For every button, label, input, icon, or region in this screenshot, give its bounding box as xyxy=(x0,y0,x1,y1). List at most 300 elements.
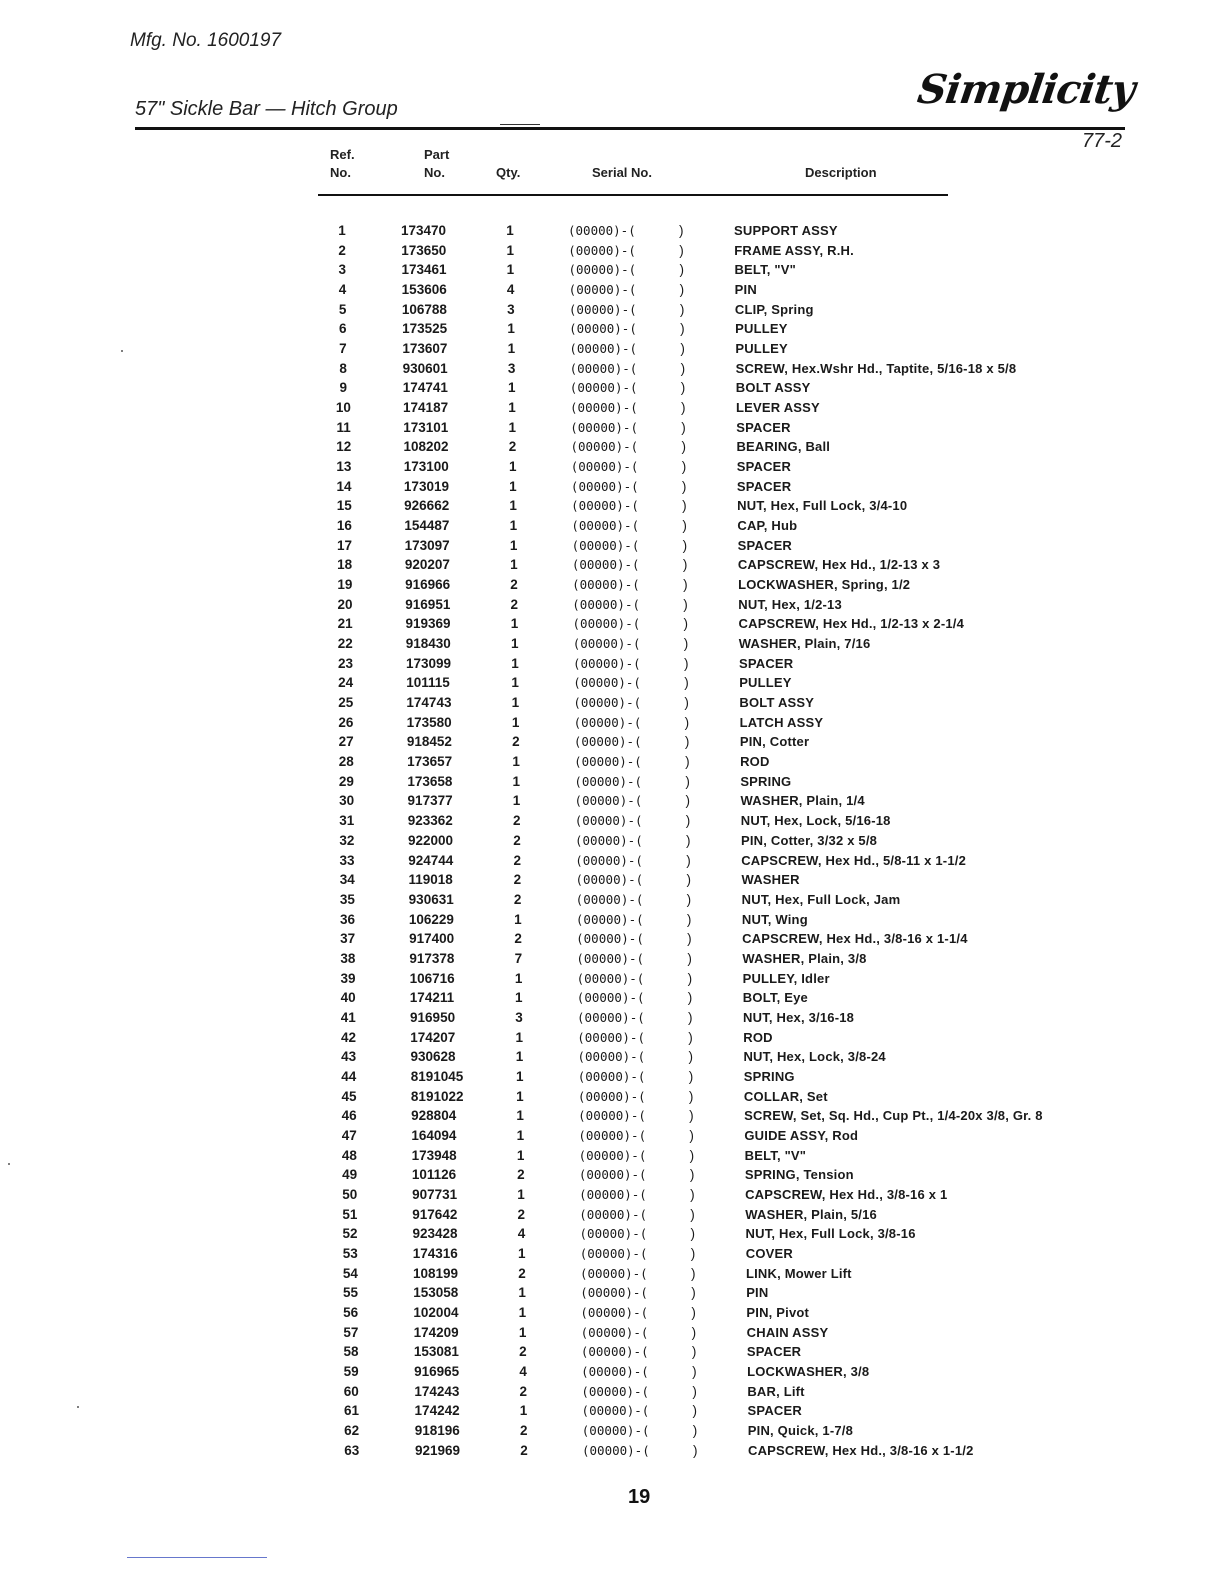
ref-number: 9 xyxy=(339,380,347,396)
quantity: 1 xyxy=(506,262,515,278)
description: NUT, Hex, Full Lock, 3/8-16 xyxy=(745,1226,916,1242)
serial-number: (00000)-( xyxy=(572,577,640,593)
table-row xyxy=(0,969,1224,989)
quantity: 1 xyxy=(509,478,517,494)
ref-number: 30 xyxy=(339,793,355,809)
description: LOCKWASHER, Spring, 1/2 xyxy=(738,577,911,593)
description: CHAIN ASSY xyxy=(746,1324,829,1340)
description: BEARING, Ball xyxy=(736,439,831,455)
ref-number: 20 xyxy=(337,596,353,612)
quantity: 1 xyxy=(510,616,519,632)
table-row xyxy=(0,1126,1224,1146)
table-row xyxy=(0,1146,1224,1166)
serial-number: (00000)-( xyxy=(571,518,640,534)
table-row xyxy=(0,831,1224,851)
col-part-line1: Part xyxy=(424,147,450,162)
ref-number: 19 xyxy=(337,577,353,593)
description: CAPSCREW, Hex Hd., 1/2-13 x 2-1/4 xyxy=(738,616,965,632)
quantity: 1 xyxy=(511,675,519,691)
ref-number: 17 xyxy=(337,537,353,553)
quantity: 1 xyxy=(511,695,520,711)
description: NUT, Hex, 1/2-13 xyxy=(738,596,842,612)
serial-number: (00000)-( xyxy=(582,1442,650,1458)
part-number: 173099 xyxy=(405,655,452,671)
part-number: 924744 xyxy=(408,852,454,868)
ref-number: 35 xyxy=(339,891,355,907)
serial-close: ) xyxy=(690,1186,695,1202)
serial-close: ) xyxy=(691,1344,697,1360)
serial-close: ) xyxy=(691,1304,696,1320)
quantity: 1 xyxy=(511,714,520,730)
serial-close: ) xyxy=(684,714,690,730)
serial-number: (00000)-( xyxy=(577,1009,645,1025)
serial-number: (00000)-( xyxy=(575,832,643,848)
ref-number: 41 xyxy=(340,1009,356,1025)
part-number: 174743 xyxy=(406,695,452,711)
serial-close: ) xyxy=(679,301,685,317)
description: PIN xyxy=(734,282,757,298)
serial-number: (00000)-( xyxy=(579,1226,648,1242)
serial-close: ) xyxy=(688,1049,693,1065)
serial-number: (00000)-( xyxy=(574,754,642,770)
table-row xyxy=(0,260,1224,280)
table-row xyxy=(0,851,1224,871)
description: CAP, Hub xyxy=(737,518,798,534)
ref-number: 38 xyxy=(340,950,356,966)
ref-number: 2 xyxy=(338,242,346,258)
description: WASHER, Plain, 3/8 xyxy=(742,950,867,966)
quantity: 1 xyxy=(508,380,516,396)
part-number: 173525 xyxy=(402,321,448,337)
quantity: 1 xyxy=(506,223,514,238)
serial-close: ) xyxy=(685,813,691,829)
part-number: 173097 xyxy=(404,537,450,553)
serial-close: ) xyxy=(680,380,686,396)
part-number: 917642 xyxy=(412,1206,458,1222)
part-number: 918452 xyxy=(406,734,452,750)
serial-number: (00000)-( xyxy=(573,714,642,730)
serial-number: (00000)-( xyxy=(575,852,643,868)
serial-number: (00000)-( xyxy=(574,813,643,829)
serial-close: ) xyxy=(683,655,689,671)
part-number: 174207 xyxy=(410,1029,456,1045)
serial-number: (00000)-( xyxy=(568,223,636,238)
description: GUIDE ASSY, Rod xyxy=(744,1127,859,1143)
ref-number: 44 xyxy=(341,1068,357,1084)
quantity: 1 xyxy=(508,459,517,475)
ref-number: 7 xyxy=(339,341,347,357)
table-row xyxy=(0,1283,1224,1303)
table-row xyxy=(0,929,1224,949)
description: PULLEY, Idler xyxy=(742,970,830,986)
description: NUT, Hex, Full Lock, Jam xyxy=(741,891,901,907)
ref-number: 58 xyxy=(343,1344,359,1360)
description: FRAME ASSY, R.H. xyxy=(734,242,854,258)
quantity: 4 xyxy=(519,1363,527,1379)
quantity: 1 xyxy=(509,498,517,514)
part-number: 907731 xyxy=(412,1186,458,1202)
table-row xyxy=(0,752,1224,772)
quantity: 2 xyxy=(513,832,521,848)
table-row xyxy=(0,1067,1224,1087)
serial-close: ) xyxy=(681,439,686,455)
description: NUT, Wing xyxy=(741,911,808,927)
table-row xyxy=(0,1264,1224,1284)
serial-close: ) xyxy=(692,1403,698,1419)
description: PIN, Cotter, 3/32 x 5/8 xyxy=(741,832,878,848)
serial-close: ) xyxy=(692,1422,698,1438)
table-row xyxy=(0,496,1224,516)
ref-number: 39 xyxy=(340,970,356,986)
quantity: 1 xyxy=(510,557,518,573)
serial-close: ) xyxy=(680,360,686,376)
table-row xyxy=(0,437,1224,457)
part-number: 174211 xyxy=(409,990,455,1006)
part-number: 930601 xyxy=(402,360,448,376)
quantity: 1 xyxy=(511,655,519,671)
description: CAPSCREW, Hex Hd., 3/8-16 x 1 xyxy=(745,1186,948,1202)
description: BOLT ASSY xyxy=(739,695,815,711)
serial-close: ) xyxy=(689,1147,695,1163)
serial-close: ) xyxy=(686,891,692,907)
ref-number: 32 xyxy=(339,832,355,848)
part-number: 930628 xyxy=(410,1049,456,1065)
serial-close: ) xyxy=(691,1324,697,1340)
quantity: 1 xyxy=(506,242,514,258)
description: CLIP, Spring xyxy=(734,301,814,317)
table-row xyxy=(0,359,1224,379)
ref-number: 15 xyxy=(336,498,352,514)
description: PULLEY xyxy=(735,321,788,337)
quantity: 4 xyxy=(506,282,515,298)
part-number: 174741 xyxy=(402,380,448,396)
description: BAR, Lift xyxy=(747,1383,805,1399)
quantity: 1 xyxy=(518,1324,527,1340)
serial-number: (00000)-( xyxy=(577,1088,646,1104)
ref-number: 4 xyxy=(338,282,347,298)
quantity: 1 xyxy=(512,754,520,770)
header-rule xyxy=(135,127,1125,130)
serial-close: ) xyxy=(681,459,687,475)
serial-close: ) xyxy=(679,242,684,258)
description: LEVER ASSY xyxy=(736,400,820,416)
part-number: 174209 xyxy=(413,1324,459,1340)
part-number: 174243 xyxy=(414,1383,460,1399)
part-number: 173470 xyxy=(401,223,447,238)
serial-number: (00000)-( xyxy=(579,1206,648,1222)
serial-number: (00000)-( xyxy=(573,675,641,691)
quantity: 2 xyxy=(520,1422,528,1438)
description: PIN, Pivot xyxy=(746,1304,810,1320)
table-row xyxy=(0,1382,1224,1402)
ref-number: 54 xyxy=(342,1265,358,1281)
description: NUT, Hex, Lock, 5/16-18 xyxy=(740,813,891,829)
ref-number: 12 xyxy=(336,439,352,455)
quantity: 2 xyxy=(519,1344,527,1360)
serial-close: ) xyxy=(690,1245,696,1261)
description: SPACER xyxy=(737,537,793,553)
serial-close: ) xyxy=(680,341,685,357)
serial-close: ) xyxy=(681,478,687,494)
serial-number: (00000)-( xyxy=(572,616,641,632)
serial-close: ) xyxy=(681,400,686,416)
table-row xyxy=(0,1244,1224,1264)
table-row xyxy=(0,1165,1224,1185)
quantity: 1 xyxy=(516,1088,524,1104)
ref-number: 51 xyxy=(342,1206,358,1222)
ref-number: 31 xyxy=(339,813,355,829)
part-number: 916965 xyxy=(414,1363,460,1379)
serial-close: ) xyxy=(686,872,691,888)
serial-close: ) xyxy=(682,498,687,514)
serial-number: (00000)-( xyxy=(571,557,640,573)
serial-number: (00000)-( xyxy=(579,1186,647,1202)
description: BELT, "V" xyxy=(734,262,796,278)
serial-number: (00000)-( xyxy=(581,1383,650,1399)
serial-close: ) xyxy=(685,754,690,770)
serial-number: (00000)-( xyxy=(578,1108,646,1124)
serial-close: ) xyxy=(679,262,684,278)
ref-number: 25 xyxy=(338,695,354,711)
table-row xyxy=(0,536,1224,556)
serial-close: ) xyxy=(687,931,692,947)
table-row xyxy=(0,280,1224,300)
ref-number: 49 xyxy=(342,1167,358,1183)
part-number: 917400 xyxy=(409,931,455,947)
bottom-line xyxy=(127,1557,267,1558)
table-row xyxy=(0,339,1224,359)
part-number: 173948 xyxy=(411,1147,457,1163)
serial-number: (00000)-( xyxy=(576,970,645,986)
quantity: 1 xyxy=(515,1029,523,1045)
table-row xyxy=(0,378,1224,398)
serial-close: ) xyxy=(684,675,689,691)
serial-close: ) xyxy=(689,1167,695,1183)
serial-close: ) xyxy=(690,1226,696,1242)
table-row xyxy=(0,1441,1224,1461)
serial-number: (00000)-( xyxy=(569,321,637,337)
part-number: 917378 xyxy=(409,950,455,966)
ref-number: 52 xyxy=(342,1226,358,1242)
description: SPACER xyxy=(736,478,792,494)
part-number: 926662 xyxy=(404,498,450,514)
ref-number: 13 xyxy=(336,459,352,475)
serial-close: ) xyxy=(686,911,692,927)
table-row xyxy=(0,516,1224,536)
serial-close: ) xyxy=(679,282,685,298)
serial-number: (00000)-( xyxy=(570,400,638,416)
serial-number: (00000)-( xyxy=(580,1285,648,1301)
table-row xyxy=(0,555,1224,575)
description: PULLEY xyxy=(735,341,788,357)
description: SPACER xyxy=(746,1344,802,1360)
part-number: 921969 xyxy=(415,1442,461,1458)
serial-close: ) xyxy=(680,321,685,337)
ref-number: 50 xyxy=(342,1186,358,1202)
table-row xyxy=(0,1421,1224,1441)
part-number: 916951 xyxy=(405,596,451,612)
table-row xyxy=(0,654,1224,674)
quantity: 2 xyxy=(513,852,521,868)
serial-number: (00000)-( xyxy=(580,1304,649,1320)
quantity: 3 xyxy=(507,301,515,317)
part-number: 173658 xyxy=(407,773,453,789)
part-number: 923428 xyxy=(412,1226,458,1242)
quantity: 1 xyxy=(508,419,516,435)
serial-number: (00000)-( xyxy=(571,498,639,514)
ref-number: 6 xyxy=(339,321,347,337)
part-number: 174187 xyxy=(403,400,449,416)
serial-number: (00000)-( xyxy=(572,596,641,612)
serial-number: (00000)-( xyxy=(568,282,637,298)
serial-number: (00000)-( xyxy=(581,1422,650,1438)
col-ref-line2: No. xyxy=(330,165,351,180)
quantity: 1 xyxy=(509,537,518,553)
serial-close: ) xyxy=(684,695,689,711)
ref-number: 8 xyxy=(339,360,347,376)
part-number: 920207 xyxy=(404,557,450,573)
description: CAPSCREW, Hex Hd., 3/8-16 x 1-1/4 xyxy=(742,931,968,947)
quantity: 2 xyxy=(514,931,522,947)
ref-number: 3 xyxy=(338,262,347,278)
header-rule-accent xyxy=(500,124,540,125)
page-number: 19 xyxy=(628,1486,651,1508)
quantity: 7 xyxy=(514,950,523,966)
table-row xyxy=(0,713,1224,733)
quantity: 2 xyxy=(519,1383,528,1399)
serial-number: (00000)-( xyxy=(580,1344,649,1360)
col-part-header xyxy=(424,146,449,182)
serial-number: (00000)-( xyxy=(570,478,639,494)
serial-number: (00000)-( xyxy=(573,734,642,750)
serial-close: ) xyxy=(693,1442,698,1458)
part-number: 102004 xyxy=(413,1304,459,1320)
description: WASHER, Plain, 1/4 xyxy=(740,793,865,809)
serial-close: ) xyxy=(687,970,693,986)
part-number: 918196 xyxy=(414,1422,460,1438)
serial-close: ) xyxy=(683,636,689,652)
table-row xyxy=(0,614,1224,634)
ref-number: 33 xyxy=(339,852,355,868)
mfg-number: Mfg. No. 1600197 xyxy=(130,30,282,51)
ref-number: 47 xyxy=(341,1127,357,1143)
table-row xyxy=(0,890,1224,910)
ref-number: 10 xyxy=(335,400,351,416)
quantity: 2 xyxy=(510,577,518,593)
parts-table xyxy=(0,221,1224,1460)
description: SCREW, Set, Sq. Hd., Cup Pt., 1/4-20x 3/8, Gr. 8 xyxy=(744,1108,1043,1124)
description: WASHER, Plain, 5/16 xyxy=(745,1206,877,1222)
serial-close: ) xyxy=(681,419,686,435)
description: PIN, Cotter xyxy=(739,734,810,750)
table-row xyxy=(0,418,1224,438)
ref-number: 63 xyxy=(344,1442,360,1458)
description: ROD xyxy=(740,754,770,770)
serial-close: ) xyxy=(684,734,690,750)
ref-number: 26 xyxy=(338,714,354,730)
ref-number: 40 xyxy=(340,990,356,1006)
quantity: 2 xyxy=(513,872,522,888)
description: CAPSCREW, Hex Hd., 5/8-11 x 1-1/2 xyxy=(741,852,967,868)
serial-close: ) xyxy=(682,518,687,534)
scan-speck xyxy=(8,1163,10,1165)
quantity: 1 xyxy=(517,1186,525,1202)
part-number: 173607 xyxy=(402,341,448,357)
serial-close: ) xyxy=(682,557,688,573)
ref-number: 23 xyxy=(337,655,353,671)
quantity: 1 xyxy=(515,1049,524,1065)
ref-number: 16 xyxy=(336,518,352,534)
quantity: 3 xyxy=(515,1009,523,1025)
ref-number: 53 xyxy=(342,1245,358,1261)
table-row xyxy=(0,1323,1224,1343)
serial-number: (00000)-( xyxy=(574,793,643,809)
table-header-rule xyxy=(318,194,948,196)
serial-close: ) xyxy=(682,537,688,553)
description: WASHER, Plain, 7/16 xyxy=(738,636,871,652)
serial-number: (00000)-( xyxy=(572,655,641,671)
description: SPACER xyxy=(747,1403,802,1419)
quantity: 2 xyxy=(508,439,517,455)
description: PIN xyxy=(746,1285,769,1301)
serial-number: (00000)-( xyxy=(571,537,640,553)
description: LINK, Mower Lift xyxy=(745,1265,852,1281)
table-row xyxy=(0,1185,1224,1205)
ref-number: 34 xyxy=(339,872,355,888)
ref-number: 43 xyxy=(341,1049,357,1065)
serial-close: ) xyxy=(690,1206,695,1222)
quantity: 2 xyxy=(517,1206,526,1222)
part-number: 108199 xyxy=(412,1265,459,1281)
description: BELT, "V" xyxy=(744,1147,807,1163)
serial-number: (00000)-( xyxy=(577,1049,646,1065)
serial-number: (00000)-( xyxy=(579,1265,648,1281)
serial-close: ) xyxy=(689,1108,694,1124)
serial-number: (00000)-( xyxy=(568,262,637,278)
serial-close: ) xyxy=(688,1009,693,1025)
serial-close: ) xyxy=(692,1383,697,1399)
quantity: 2 xyxy=(512,734,520,750)
description: NUT, Hex, 3/16-18 xyxy=(743,1009,855,1025)
brand-logo: Simplicity xyxy=(914,66,1138,113)
table-row xyxy=(0,988,1224,1008)
ref-number: 42 xyxy=(340,1029,356,1045)
description: SCREW, Hex.Wshr Hd., Taptite, 5/16-18 x 5/8 xyxy=(735,360,1017,376)
table-row xyxy=(0,319,1224,339)
table-row xyxy=(0,1028,1224,1048)
quantity: 1 xyxy=(515,1068,524,1084)
serial-number: (00000)-( xyxy=(570,439,639,455)
table-row xyxy=(0,1362,1224,1382)
serial-number: (00000)-( xyxy=(577,1068,646,1084)
serial-number: (00000)-( xyxy=(570,419,638,435)
part-number: 173100 xyxy=(403,459,449,475)
serial-number: (00000)-( xyxy=(575,891,644,907)
serial-close: ) xyxy=(691,1285,696,1301)
part-number: 173580 xyxy=(406,714,452,730)
table-row xyxy=(0,811,1224,831)
table-row xyxy=(0,241,1224,261)
quantity: 1 xyxy=(514,911,522,927)
quantity: 2 xyxy=(513,813,521,829)
table-row xyxy=(0,910,1224,930)
serial-number: (00000)-( xyxy=(574,773,643,789)
table-row xyxy=(0,870,1224,890)
page-code: 77-2 xyxy=(1082,130,1123,152)
serial-close: ) xyxy=(687,990,693,1006)
part-number: 930631 xyxy=(408,891,454,907)
part-number: 108202 xyxy=(403,439,449,455)
